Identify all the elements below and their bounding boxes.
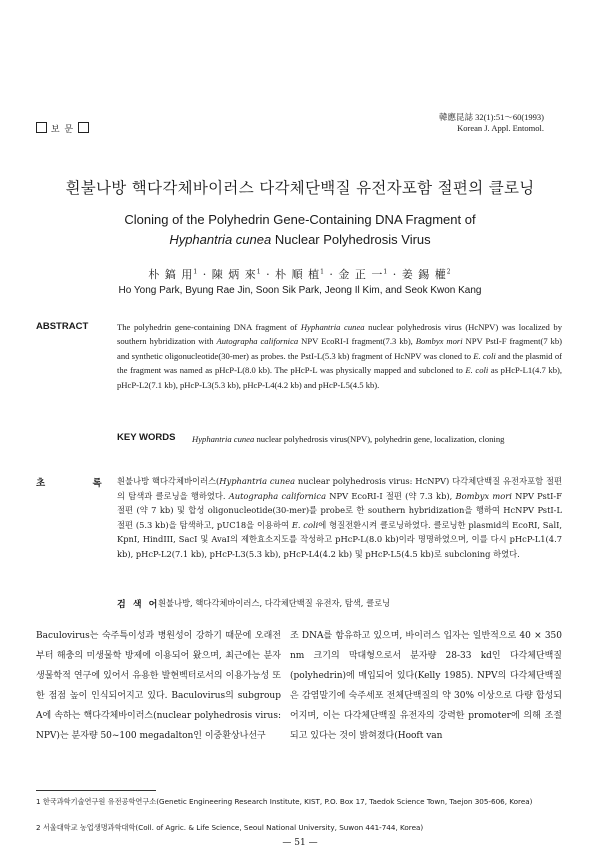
author-4-mark: 1 — [383, 268, 389, 276]
author-3-mark: 1 — [320, 268, 325, 276]
page-number: — 51 — — [282, 838, 318, 848]
ko-abstract-part: NPV PstI-F 절편 (약 7 kb) 및 합성 oligonucleotide(30-mer)를 probe로 한 southern hybridization을 행하여 HcNPV PstI-L 절편 (5.3 kb)을 탐색하고, pUC18을 이용하여 — [117, 490, 562, 530]
keywords-text — [192, 432, 562, 446]
author-1-name: 朴 鎬 用 — [148, 268, 194, 281]
footnote-2: 2 서울대학교 농업생명과학대학(Coll. of Agric. & Life Science, Seoul National University, Suwon 441-744, Korea) — [36, 823, 424, 832]
journal-ref-line2: Korean J. Appl. Entomol. — [457, 123, 544, 133]
footnote-1: 1 한국과학기술연구원 유전공학연구소(Genetic Engineering Research Institute, KIST, P.O. Box 17, Taedok Science Town, Taejon 305-606, Korea) — [36, 797, 533, 806]
abstract-italic: Bombyx mori — [415, 336, 463, 347]
ko-abstract-italic: Hyphantria cunea — [219, 476, 296, 486]
abstract-italic: E. coli — [473, 350, 496, 361]
ko-abstract-italic: E. coli — [291, 519, 319, 530]
title-korean: 흰불나방 핵다각체바이러스 다각체단백질 유전자포함 절편의 클로닝 — [65, 179, 535, 197]
abstract-italic: Autographa californica — [216, 336, 299, 347]
checkbox-left-icon — [36, 122, 47, 133]
abstract-part: and the plasmid of the fragment was named as pHcP-L(8.0 kb). The pHcP-L was physically mapped and subcloned to — [117, 350, 562, 376]
abstract-part: nuclear polyhedrosis virus (HcNPV) was localized by southern hybridization with — [117, 322, 562, 347]
ko-abstract-part: 흰불나방 핵다각체바이러스( — [117, 476, 220, 486]
ko-abstract-italic: Autographa californica — [228, 490, 327, 501]
keywords-label: KEY WORDS — [117, 432, 176, 443]
author-2-name: 陳 炳 來 — [211, 268, 257, 281]
ko-abstract-part: 에 형질전환시켜 클로닝하였다. 클로닝한 plasmid의 EcoRI, SalI, KpnI, HindIII, SacI 및 AvaI의 제한효소지도를 작성하고 pHcP-L(8.0 kb)이라 명명하였으며, 이를 다시 pHcP-L1(4.7 kb), pHcP-L2(7.1 kb), pHcP-L3(5.3 kb), pHcP-L4(4.2 kb) 및 pHcP-L5(4.5 kb)로 subcloning 하였다. — [117, 519, 563, 559]
article-type-tag — [36, 122, 89, 135]
journal-ref-line1: 韓應昆誌 32(1):51～60(1993) — [438, 112, 544, 122]
abstract-part: as pHcP-L1(4.7 kb), pHcP-L2(7.1 kb), pHcP-L3(5.3 kb), pHcP-L4(4.2 kb) and pHcP-L5(4.5 kb). — [117, 365, 563, 390]
author-2-mark: 1 — [256, 268, 262, 276]
author-3-name: 朴 順 植 — [275, 268, 321, 281]
abstract-part: NPV EcoRI-I fragment(7.3 kb), — [298, 336, 416, 347]
abstract-text — [117, 320, 562, 392]
author-2 — [212, 268, 262, 281]
body-column-left: Baculovirus는 숙주특이성과 병원성이 강하기 때문에 오래전부터 해충의 미생물학 방제에 이용되어 왔으며, 최근에는 분자생물학적 연구에 있어서 유용한 발현벡터로서의 이용가능성 또한 점점 높이 인식되어지고 있다. Baculovirus의 subgroup A에 속하는 핵다각체바이러스(nuclear polyhedrosis virus: NPV)는 분자량 50~100 megadalton인 이중환상나선구 — [36, 631, 281, 742]
abstract-italic: Hyphantria cunea — [300, 322, 365, 332]
keywords-italic: Hyphantria cunea — [192, 434, 255, 444]
author-1 — [148, 268, 198, 281]
footnote-rule — [36, 790, 156, 791]
body-column-right: 조 DNA를 함유하고 있으며, 바이러스 입자는 일반적으로 40 × 350 nm 크기의 막대형으로서 분자량 28-33 kd인 다각체단백질(polyhedrin)에 매입되어 있다(Kelly 1985). NPV의 다각체단백질은 감염말기에 숙주세포 전체단백질의 약 30% 이상으로 다량 합성되어지며, 이는 다각체단백질 유전자의 강력한 promoter에 의해 조절되고 있다는 것이 밝혀졌다(Hooft van — [290, 631, 562, 742]
title-english-line2 — [0, 230, 600, 250]
abstract-italic: E. coli — [465, 365, 489, 376]
title-english-line1: Cloning of the Polyhedrin Gene-Containing DNA Fragment of — [124, 212, 476, 227]
korean-abstract-label: 초 록 — [36, 478, 124, 489]
journal-reference — [439, 112, 544, 134]
korean-keywords-label: 검 색 어 — [117, 600, 160, 610]
ko-abstract-part: nuclear polyhedrosis virus: HcNPV) 다각체단백질 유전자포함 절편의 탐색과 클로닝을 행하였다. — [117, 476, 562, 501]
abstract-part: The polyhedrin gene-containing DNA fragment of — [117, 322, 301, 332]
author-1-mark: 1 — [193, 268, 199, 276]
korean-keywords-text: 흰불나방, 핵다각체바이러스, 다각체단백질 유전자, 탐색, 클로닝 — [158, 598, 391, 608]
abstract-part: NPV PstI-F fragment(7 kb) and synthetic oligonucleotide(30-mer) as probes. the PstI-L(5.3 kb) fragment of HcNPV was cloned to — [117, 336, 562, 361]
title-english — [0, 210, 600, 250]
article-type-label: 보 문 — [50, 125, 75, 135]
author-5-name: 姜 錫 權 — [401, 268, 447, 281]
author-5 — [402, 268, 452, 281]
abstract-label: ABSTRACT — [36, 321, 89, 332]
ko-abstract-part: NPV EcoRI-I 절편 (약 7.3 kb), — [326, 490, 456, 501]
author-3 — [275, 268, 325, 281]
title-species: Hyphantria cunea — [169, 232, 272, 247]
author-4-name: 金 正 一 — [338, 268, 384, 281]
authors-korean: 朴 鎬 用$^1$ · 陳 炳 來$^1$ · 朴 順 植$^1$ · 金 正 一$^1$ · 姜 錫 權$^2$ — [148, 268, 452, 281]
keywords-rest: nuclear polyhedrosis virus(NPV), polyhedrin gene, localization, cloning — [254, 434, 505, 444]
authors-english: Ho Yong Park, Byung Rae Jin, Soon Sik Park, Jeong Il Kim, and Seok Kwon Kang — [118, 285, 482, 296]
author-4 — [338, 268, 388, 281]
title-english-line2-rest: Nuclear Polyhedrosis Virus — [271, 232, 431, 247]
checkbox-right-icon — [78, 122, 89, 133]
author-5-mark: 2 — [446, 268, 452, 276]
ko-abstract-italic: Bombyx mori — [455, 490, 512, 501]
korean-abstract-text — [117, 474, 562, 562]
